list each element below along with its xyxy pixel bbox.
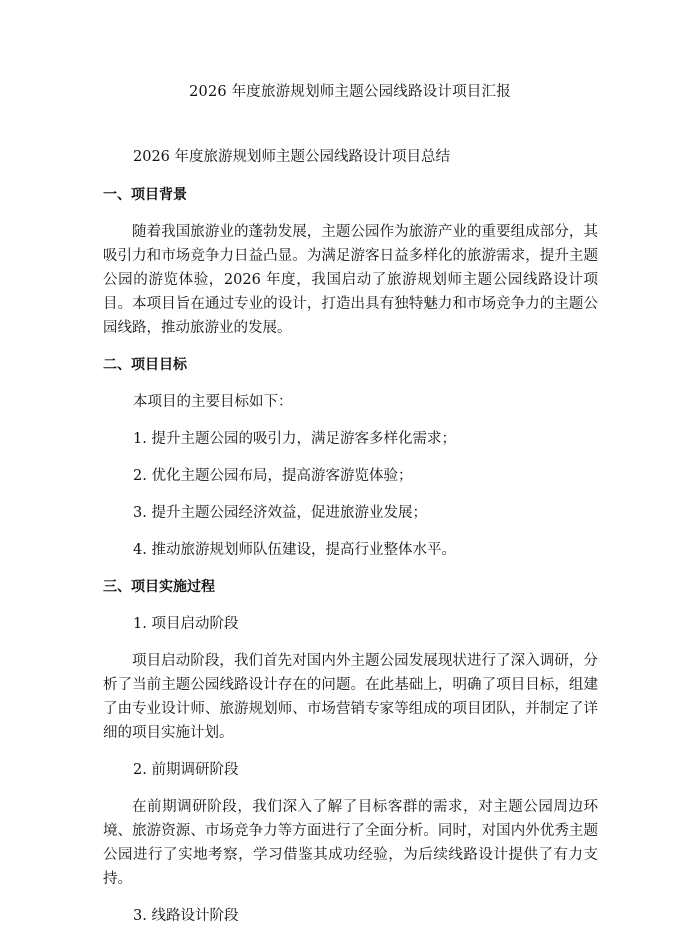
section-heading-background: 一、项目背景 [103, 187, 187, 203]
stage-label-launch: 1. 项目启动阶段 [133, 616, 239, 632]
stage-label-research: 2. 前期调研阶段 [133, 762, 239, 778]
section-heading-goals: 二、项目目标 [103, 357, 187, 373]
goals-intro: 本项目的主要目标如下： [133, 394, 293, 410]
section-heading-process: 三、项目实施过程 [103, 579, 215, 595]
document-body [103, 145, 598, 941]
goal-item-1: 1. 提升主题公园的吸引力，满足游客多样化需求； [133, 431, 456, 447]
goal-item-3: 3. 提升主题公园经济效益，促进旅游业发展； [133, 505, 427, 521]
document-title: 2026 年度旅游规划师主题公园线路设计项目汇报 [189, 84, 511, 100]
document-subtitle: 2026 年度旅游规划师主题公园线路设计项目总结 [133, 149, 451, 165]
stage-text-research: 在前期调研阶段，我们深入了解了目标客群的需求，对主题公园周边环境、旅游资源、市场竞争力等方面进行了全面分析。同时，对国内外优秀主题公园进行了实地考察，学习借鉴其成功经验，为后续线路设计提供了有力支持。 [103, 799, 598, 887]
stage-label-design: 3. 线路设计阶段 [133, 908, 239, 924]
goal-item-2: 2. 优化主题公园布局，提高游客游览体验； [133, 468, 413, 484]
background-paragraph: 随着我国旅游业的蓬勃发展，主题公园作为旅游产业的重要组成部分，其吸引力和市场竞争力日益凸显。为满足游客日益多样化的旅游需求，提升主题公园的游览体验，2026 年度，我国启动了旅游规划师主题公园线路设计项目。本项目旨在通过专业的设计，打造出具有独特魅力和市场竞争力的主题公园线路，推动旅游业的发展。 [103, 224, 598, 336]
stage-text-launch: 项目启动阶段，我们首先对国内外主题公园发展现状进行了深入调研，分析了当前主题公园线路设计存在的问题。在此基础上，明确了项目目标，组建了由专业设计师、旅游规划师、市场营销专家等组成的项目团队，并制定了详细的项目实施计划。 [103, 653, 598, 741]
goal-item-4: 4. 推动旅游规划师队伍建设，提高行业整体水平。 [133, 542, 456, 558]
